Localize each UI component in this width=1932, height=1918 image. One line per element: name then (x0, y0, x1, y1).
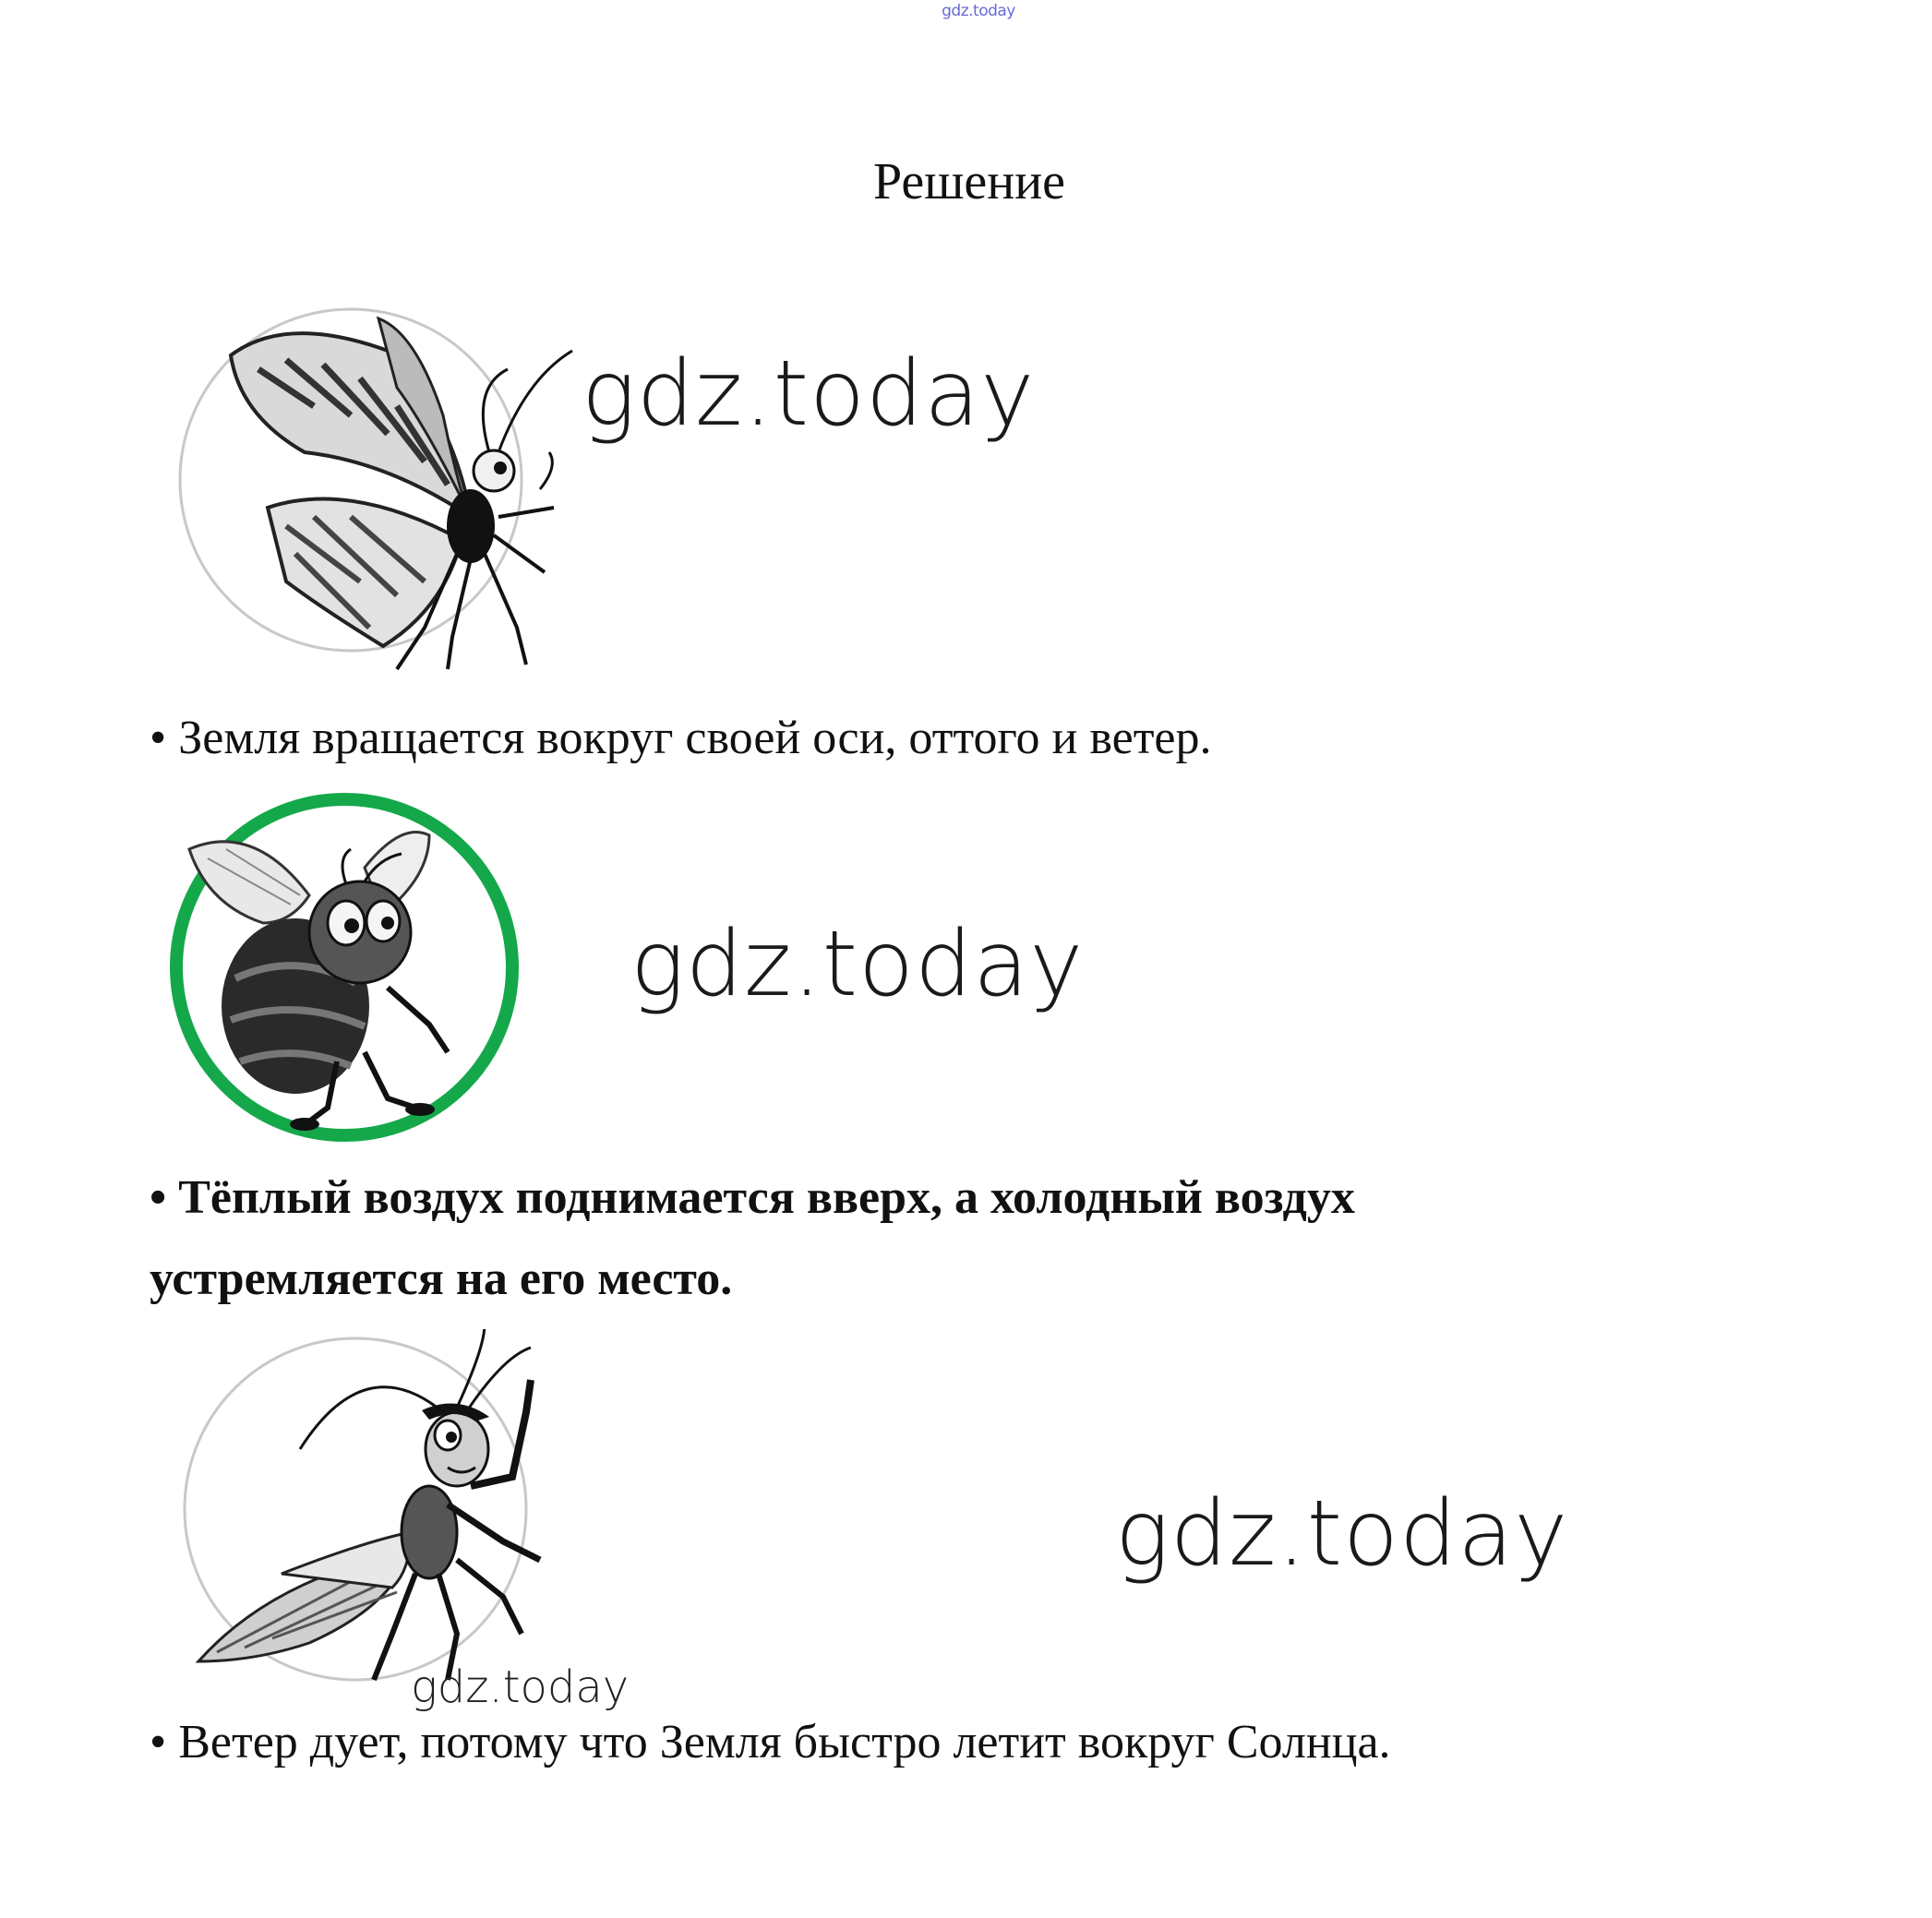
answer-2-line-2: устремляется на его место. (150, 1253, 733, 1305)
bumblebee-illustration[interactable] (152, 785, 522, 1154)
watermark-big-1: gdz.today (582, 342, 1036, 447)
watermark-small: gdz.today (411, 1661, 630, 1713)
answer-3-line-1: • Ветер дует, потому что Земля быстро летит вокруг Солнца. (150, 1716, 1391, 1768)
watermark-top: gdz.today (942, 2, 1015, 20)
answer-2-line-1: • Тёплый воздух поднимается вверх, а холодный воздух (150, 1171, 1355, 1224)
watermark-big-3: gdz.today (1115, 1481, 1569, 1587)
butterfly-illustration (175, 277, 600, 683)
watermark-big-2: gdz.today (630, 912, 1085, 1017)
page-title: Решение (872, 153, 1066, 210)
answer-1-line-1: • Земля вращается вокруг своей оси, оттого и ветер. (150, 712, 1212, 764)
grasshopper-illustration (180, 1329, 586, 1698)
